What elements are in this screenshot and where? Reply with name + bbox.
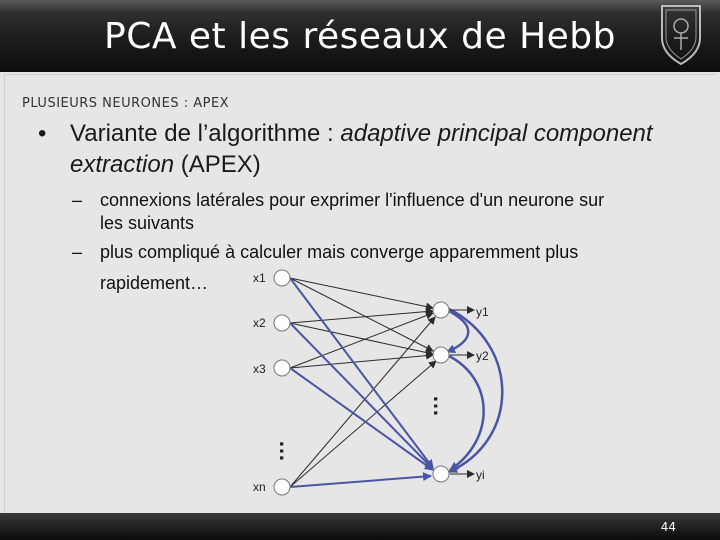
page-number: 44 bbox=[660, 520, 676, 534]
bullet-prefix: Variante de l’algorithme : bbox=[70, 120, 341, 147]
output-node-y1 bbox=[433, 302, 449, 318]
edge-xn-y1 bbox=[290, 317, 435, 487]
label-y1: y1 bbox=[476, 305, 489, 319]
edge-x1-yi bbox=[290, 278, 433, 468]
lateral-y1-y2 bbox=[447, 311, 468, 352]
label-yi: yi bbox=[476, 468, 485, 482]
input-node-xn bbox=[274, 479, 290, 495]
lateral-y1-yi bbox=[449, 309, 502, 472]
input-node-x1 bbox=[274, 270, 290, 286]
dash-marker: – bbox=[72, 190, 83, 210]
output-node-y2 bbox=[433, 347, 449, 363]
label-x1: x1 bbox=[253, 271, 266, 285]
edge-xn-yi bbox=[290, 476, 431, 487]
section-label: PLUSIEURS NEURONES : APEX bbox=[22, 96, 230, 111]
sub-bullet-2-line1: plus compliqué à calculer mais converge apparemment plus bbox=[100, 242, 579, 262]
edge-x3-y2 bbox=[290, 355, 433, 368]
slide-title: PCA et les réseaux de Hebb bbox=[103, 16, 617, 57]
dash-marker: – bbox=[72, 242, 83, 262]
output-node-yi bbox=[433, 466, 449, 482]
lateral-connections bbox=[447, 309, 502, 472]
bullet-marker: • bbox=[38, 120, 47, 147]
label-x3: x3 bbox=[253, 362, 266, 376]
edge-xn-y2 bbox=[290, 361, 436, 487]
label-y2: y2 bbox=[476, 349, 489, 363]
bullet-suffix: (APEX) bbox=[174, 151, 261, 178]
bullet-italic: adaptive principal component extraction bbox=[70, 120, 653, 178]
sub-bullet-1-line1: connexions latérales pour exprimer l'influence d'un neurone sur bbox=[100, 190, 605, 210]
edge-x3-yi bbox=[290, 368, 433, 470]
edge-x2-y2 bbox=[290, 323, 433, 354]
slide-footer bbox=[0, 513, 720, 540]
output-ellipsis: … bbox=[429, 395, 454, 417]
input-ellipsis: … bbox=[275, 440, 300, 462]
output-nodes bbox=[433, 302, 449, 482]
edge-x1-y1 bbox=[290, 278, 433, 308]
input-node-x3 bbox=[274, 360, 290, 376]
label-xn: xn bbox=[253, 480, 266, 494]
sub-bullet-2-line2: rapidement… bbox=[100, 273, 209, 293]
sub-bullet-1-line2: les suivants bbox=[100, 213, 195, 233]
input-node-x2 bbox=[274, 315, 290, 331]
label-x2: x2 bbox=[253, 316, 266, 330]
